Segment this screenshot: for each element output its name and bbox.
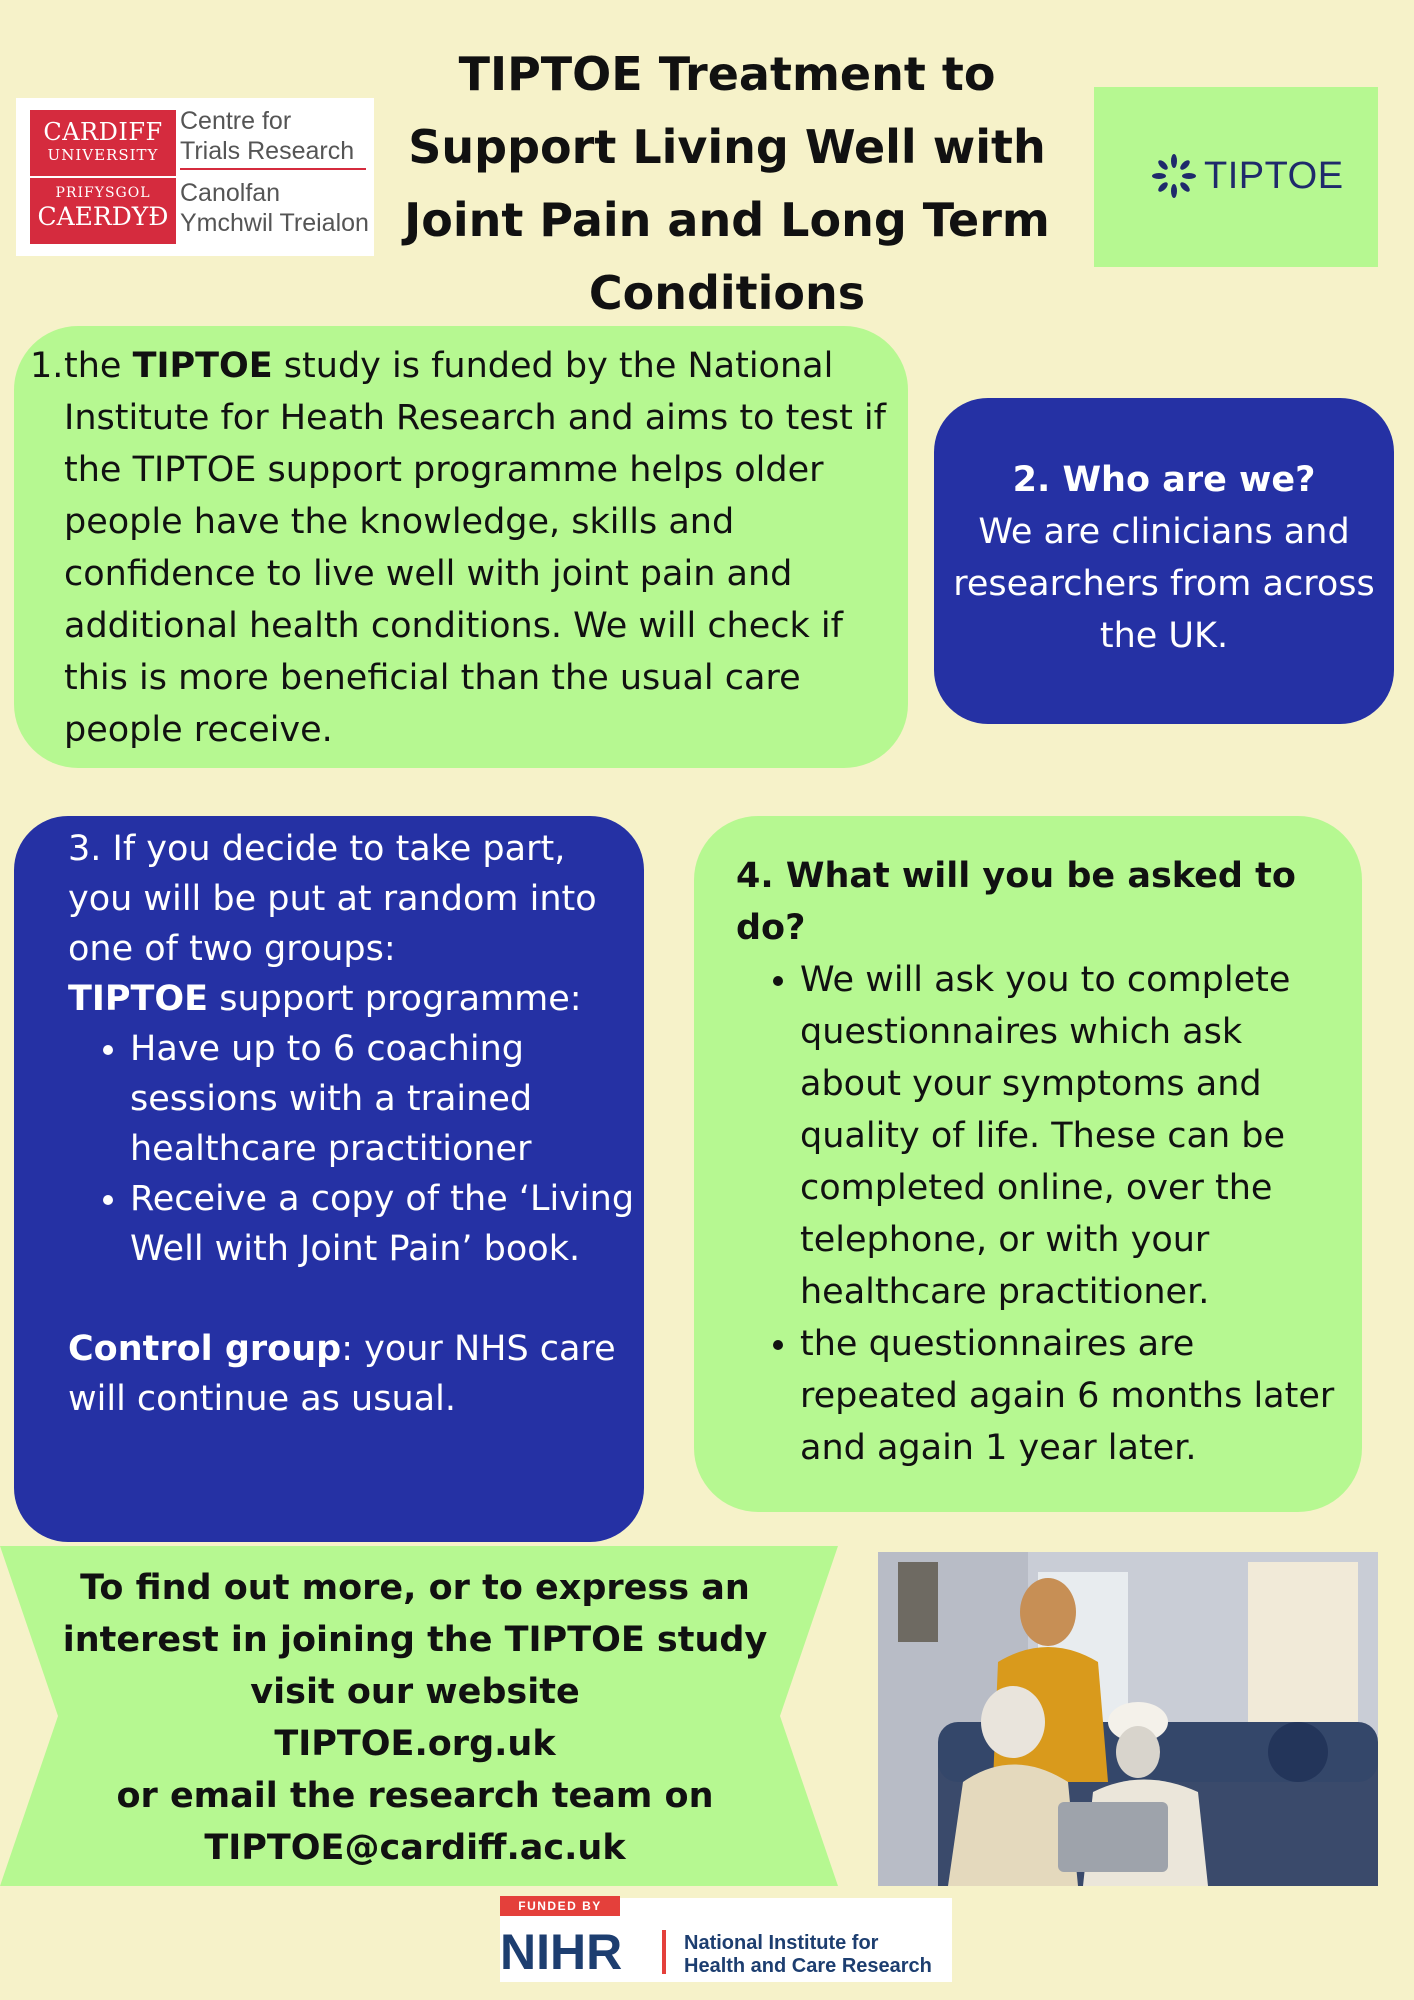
box1-text: the TIPTOE study is funded by the National Institute for Heath Research and aims to test if the TIPTOE support programme helps older people have the knowledge, skills and confidence to live well with joint pain and additional health conditions. We will check if this is more beneficial than the usual care people receive. <box>64 346 886 750</box>
family-photo <box>878 1552 1378 1886</box>
list-item: • the questionnaires are repeated again 6 months later and again 1 year later. <box>800 1318 1348 1474</box>
nihr-divider <box>662 1930 666 1974</box>
crest-bottom-small: PRIFYSGOL <box>55 185 151 201</box>
list-item: • We will ask you to complete questionnaires which ask about your symptoms and quality of life. These can be completed online, over the telephone, or with your healthcare practitioner. <box>800 954 1348 1318</box>
nihr-name: National Institute for Health and Care Research <box>684 1932 932 1977</box>
logo-divider <box>180 168 366 170</box>
group-heading: TIPTOE support programme: <box>68 979 582 1019</box>
control-group-text: Control group: your NHS care will continue as usual. <box>68 1329 616 1419</box>
tiptoe-bold: TIPTOE <box>132 346 273 386</box>
tiptoe-wordmark: TIPTOE <box>1204 154 1344 197</box>
list-item: • Receive a copy of the ‘Living Well with Joint Pain’ book. <box>130 1174 638 1274</box>
crest-bottom-big: CAERDYÐ <box>37 202 169 231</box>
funding-box <box>14 326 908 768</box>
email-link[interactable]: TIPTOE@cardiff.ac.uk <box>204 1828 626 1868</box>
group-bullets <box>68 1024 638 1274</box>
nihr-logo <box>500 1898 952 1982</box>
page-title: TIPTOE Treatment to Support Living Well with Joint Pain and Long Term Conditions <box>404 47 1050 320</box>
centre-name-en: Centre for Trials Research <box>180 107 355 165</box>
centre-name-cy: Canolfan Ymchwil Treialon <box>180 179 369 237</box>
website-link[interactable]: TIPTOE.org.uk <box>274 1724 556 1764</box>
cardiff-logo <box>16 98 374 256</box>
what-asked-bullets <box>736 954 1348 1474</box>
funded-by-label: FUNDED BY <box>500 1896 620 1916</box>
who-are-we-heading: 2. Who are we? <box>1012 460 1316 500</box>
cardiff-crest <box>30 110 176 244</box>
take-part-box <box>14 816 644 1542</box>
box1-number: 1. <box>30 346 64 386</box>
what-asked-box <box>694 816 1362 1512</box>
contact-text: To find out more, or to express an interest in joining the TIPTOE study visit our website TIPTOE.org.uk or email the research team on TIPTOE@cardiff.ac.uk <box>40 1562 790 1874</box>
who-are-we-body: We are clinicians and researchers from across the UK. <box>953 512 1375 656</box>
tiptoe-logo <box>1094 87 1378 267</box>
nihr-mark: NIHR <box>500 1924 623 1980</box>
take-part-intro: 3. If you decide to take part, you will be put at random into one of two groups: <box>68 829 597 969</box>
crest-top-big: CARDIFF <box>43 118 163 146</box>
what-asked-heading: 4. What will you be asked to do? <box>736 856 1296 948</box>
who-are-we-box <box>934 398 1394 724</box>
tiptoe-star-icon <box>1150 152 1198 200</box>
crest-top-small: UNIVERSITY <box>47 146 159 164</box>
list-item: • Have up to 6 coaching sessions with a trained healthcare practitioner <box>130 1024 638 1174</box>
